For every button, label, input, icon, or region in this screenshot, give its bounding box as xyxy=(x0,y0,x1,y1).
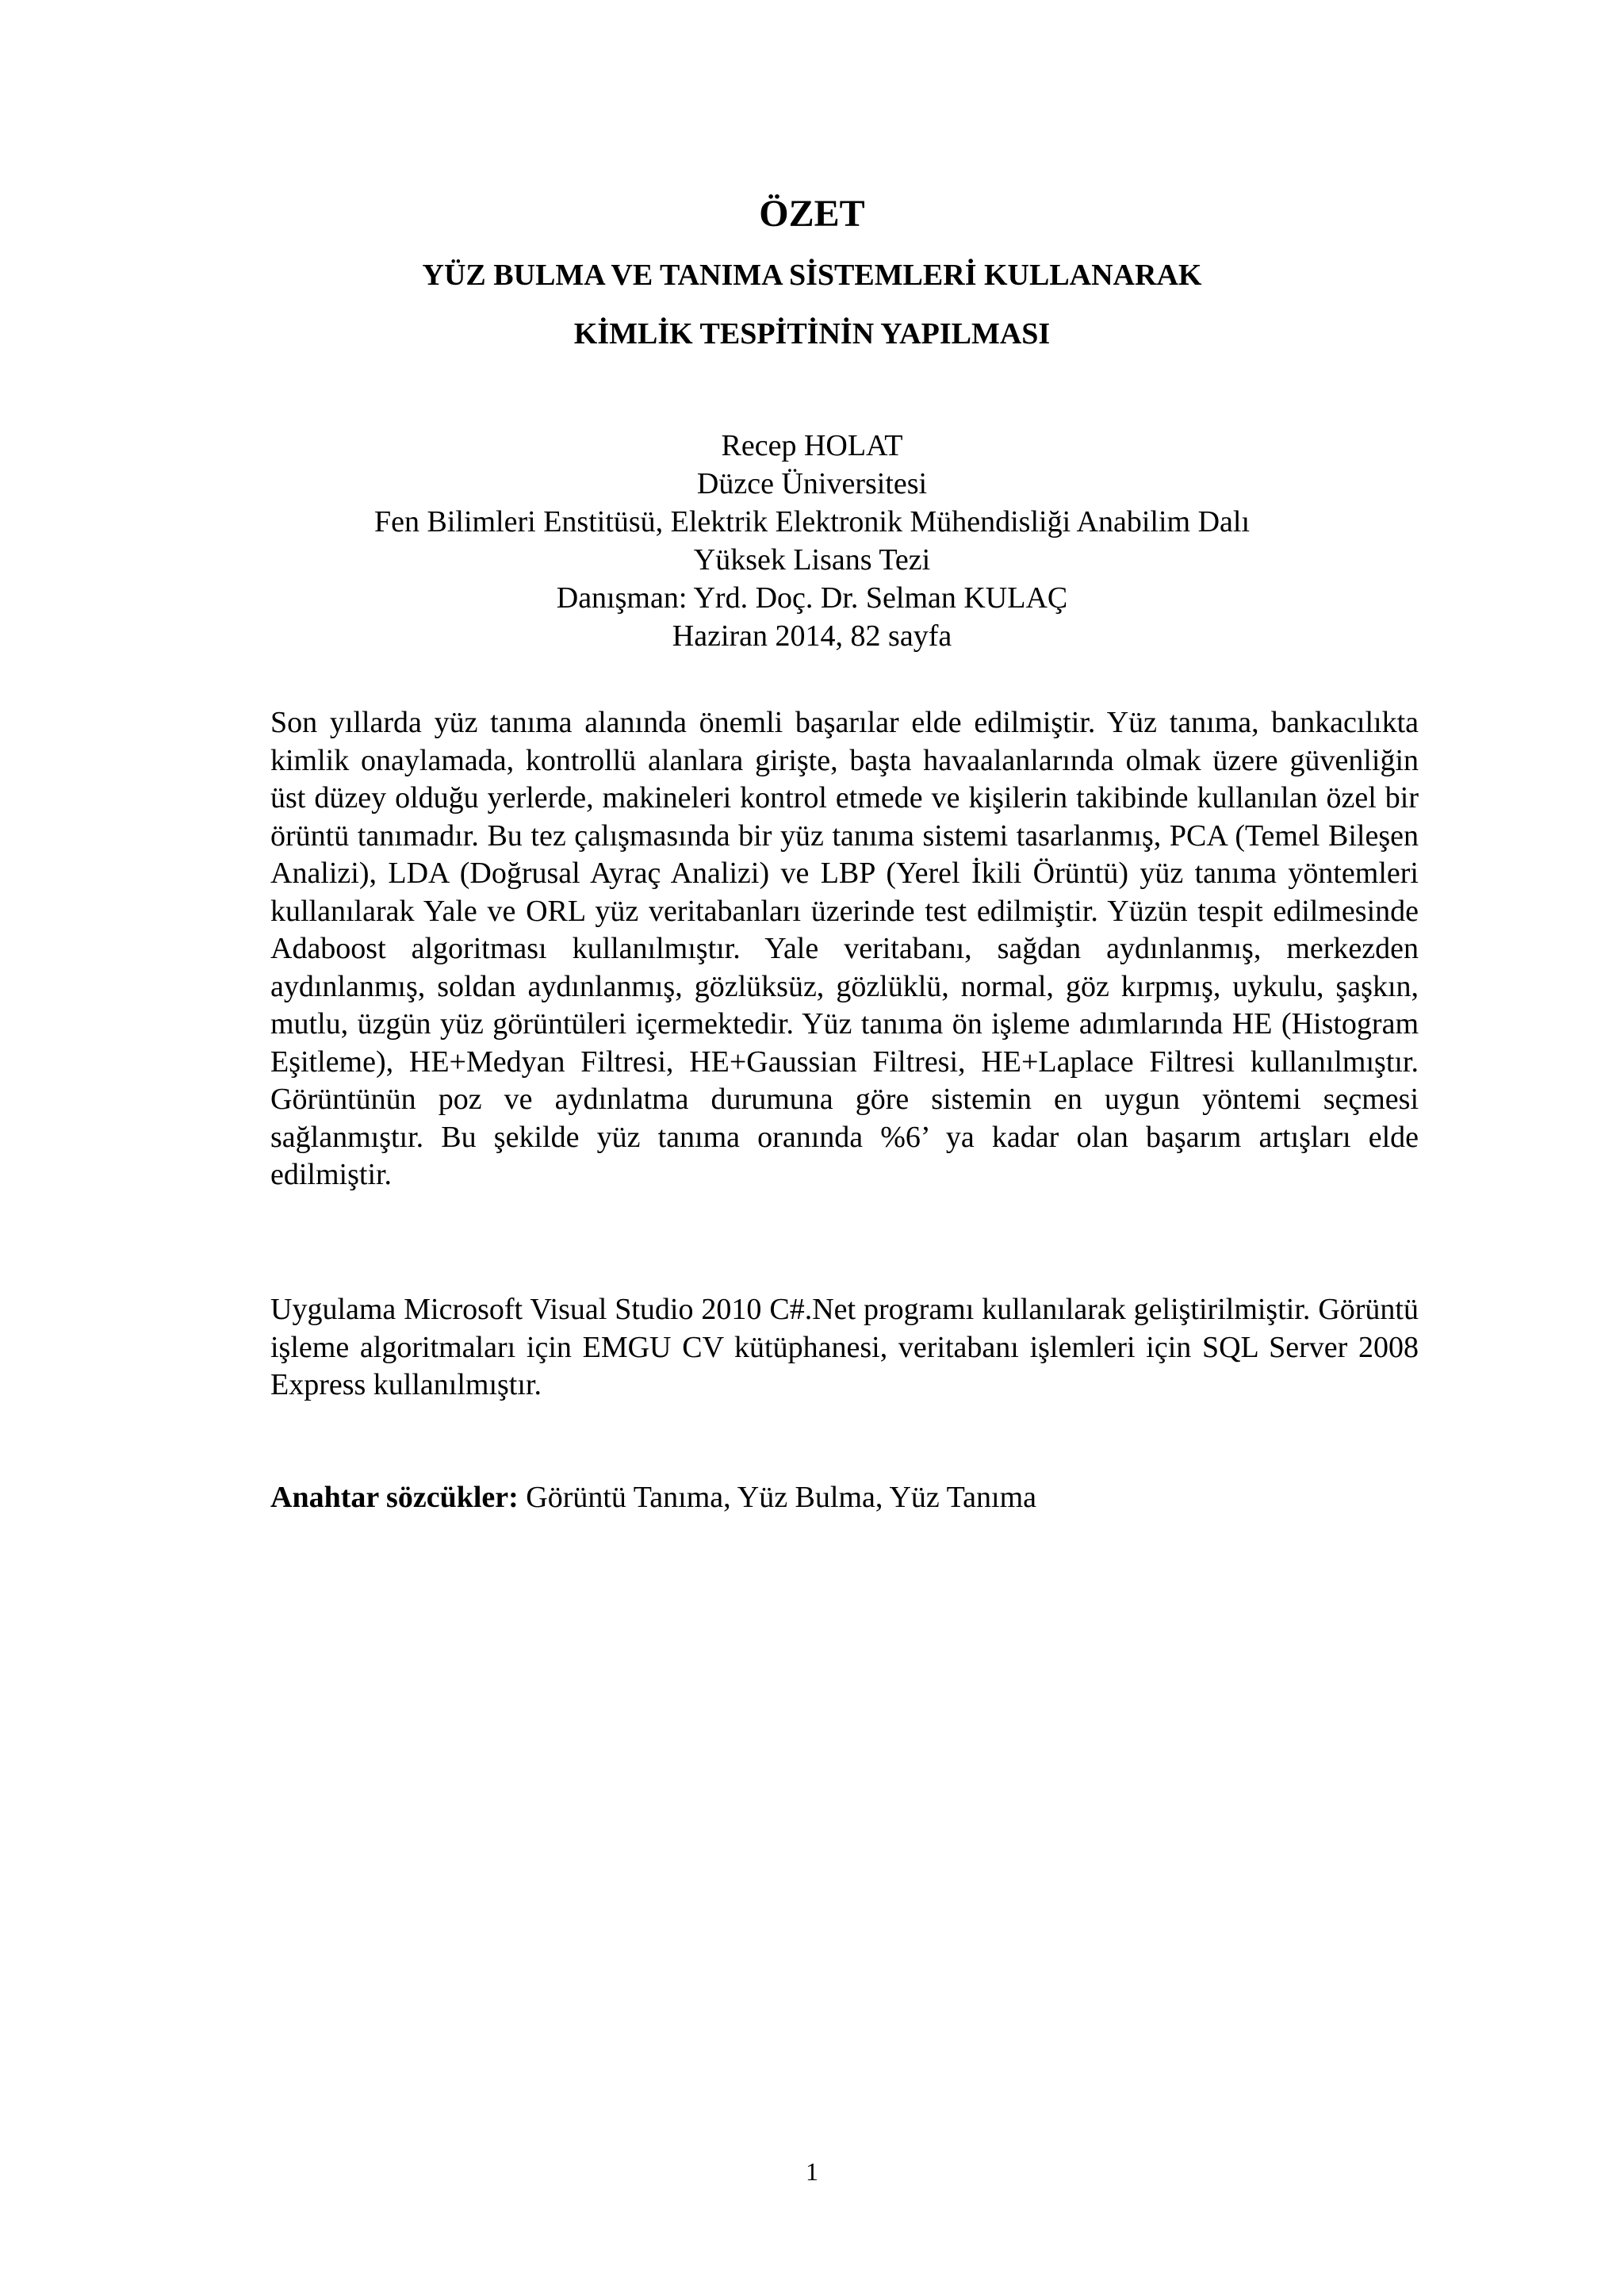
thesis-title-line-1: YÜZ BULMA VE TANIMA SİSTEMLERİ KULLANARAK xyxy=(422,259,1202,292)
degree-type: Yüksek Lisans Tezi xyxy=(693,543,931,577)
abstract-paragraph: Son yıllarda yüz tanıma alanında önemli başarılar elde edilmiştir. Yüz tanıma, bankacılıkta kimlik onaylamada, kontrollü alanlara girişte, başta havaalanlarında olmak üzere güvenliğin üst düzey olduğu yerlerde, makineleri kontrol etmede ve kişilerin takibinde kullanılan özel bir örüntü tanımadır. Bu tez çalışmasında bir yüz tanıma sistemi tasarlanmış, PCA (Temel Bileşen Analizi), LDA (Doğrusal Ayraç Analizi) ve LBP (Yerel İkili Örüntü) yüz tanıma yöntemleri kullanılarak Yale ve ORL yüz veritabanları üzerinde test edilmiştir. Yüzün tespit edilmesinde Adaboost algoritması kullanılmıştır. Yale veritabanı, sağdan aydınlanmış, merkezden aydınlanmış, soldan aydınlanmış, gözlüksüz, gözlüklü, normal, göz kırpmış, uykulu, şaşkın, mutlu, üzgün yüz görüntüleri içermektedir. Yüz tanıma ön işleme adımlarında HE (Histogram Eşitleme), HE+Medyan Filtresi, HE+Gaussian Filtresi, HE+Laplace Filtresi kullanılmıştır. Görüntünün poz ve aydınlatma durumuna göre sistemin en uygun yöntemi seçmesi sağlanmıştır. Bu şekilde yüz tanıma oranında %6’ ya kadar olan başarım artışları elde edilmiştir. xyxy=(270,706,1419,1191)
thesis-title-line-2: KİMLİK TESPİTİNİN YAPILMASI xyxy=(573,317,1051,351)
author-name: Recep HOLAT xyxy=(721,429,903,462)
date-and-pages: Haziran 2014, 82 sayfa xyxy=(672,619,952,653)
advisor-name: Danışman: Yrd. Doç. Dr. Selman KULAÇ xyxy=(556,581,1068,615)
abstract-heading: ÖZET xyxy=(759,193,865,235)
university-name: Düzce Üniversitesi xyxy=(696,467,928,500)
institute-department: Fen Bilimleri Enstitüsü, Elektrik Elektronik Mühendisliği Anabilim Dalı xyxy=(373,505,1251,539)
keywords-value: Görüntü Tanıma, Yüz Bulma, Yüz Tanıma xyxy=(518,1481,1036,1514)
implementation-paragraph: Uygulama Microsoft Visual Studio 2010 C#.Net programı kullanılarak geliştirilmiştir. Görüntü işleme algoritmaları için EMGU CV kütüphanesi, veritabanı işlemleri için SQL Server 2008 Express kullanılmıştır. xyxy=(270,1293,1419,1401)
author-info-block xyxy=(0,427,1624,655)
page-number: 1 xyxy=(806,2157,818,2186)
keywords-line xyxy=(270,1478,1036,1516)
keywords-label: Anahtar sözcükler: xyxy=(270,1481,519,1514)
